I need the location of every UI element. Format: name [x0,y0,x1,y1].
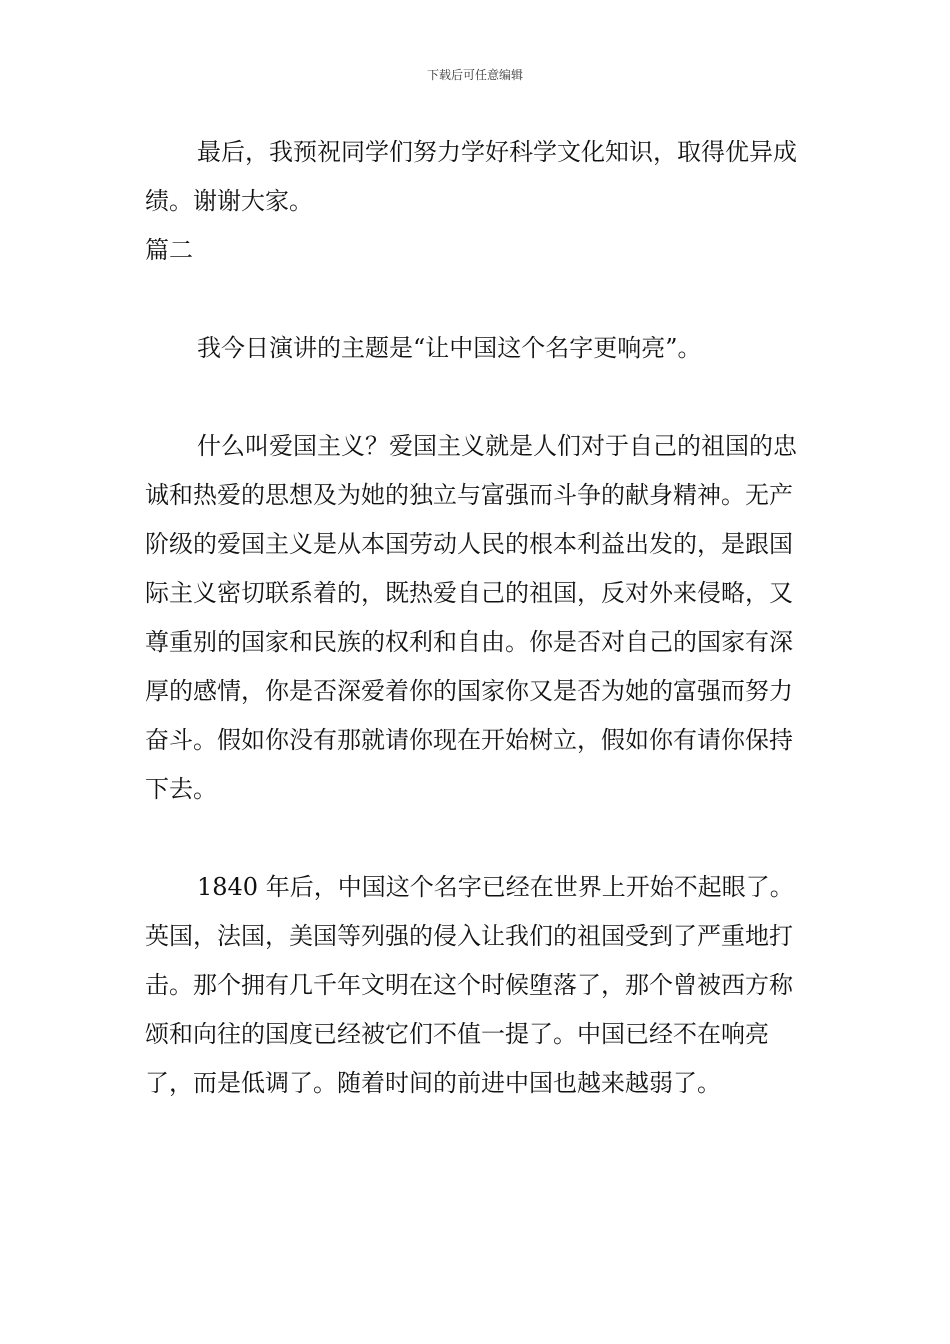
topic-paragraph: 我今日演讲的主题是“让中国这个名字更响亮”。 [197,334,702,362]
paragraph-spacer [145,373,815,422]
paragraph-spacer [145,275,815,324]
section-heading: 篇二 [145,236,193,264]
page-header: 下载后可任意编辑 [426,68,523,82]
paragraph-spacer [145,814,815,863]
history-paragraph: 1840 年后，中国这个名字已经在世界上开始不起眼了。英国，法国，美国等列强的侵入让我们的祖国受到了严重地打击。那个拥有几千年文明在这个时候堕落了，那个曾被西方称颂和向往的国度已经被它们不值一提了。中国已经不在响亮了，而是低调了。随着时间的前进中国也越来越弱了。 [145,873,794,1097]
document-body [145,128,815,1108]
patriotism-paragraph: 什么叫爱国主义？爱国主义就是人们对于自己的祖国的忠诚和热爱的思想及为她的独立与富强而斗争的献身精神。无产阶级的爱国主义是从本国劳动人民的根本利益出发的，是跟国际主义密切联系着的，既热爱自己的祖国，反对外来侵略，又尊重别的国家和民族的权利和自由。你是否对自己的国家有深厚的感情，你是否深爱着你的国家你又是否为她的富强而努力奋斗。假如你没有那就请你现在开始树立，假如你有请你保持下去。 [145,432,797,803]
closing-paragraph: 最后，我预祝同学们努力学好科学文化知识，取得优异成绩。谢谢大家。 [145,138,797,215]
